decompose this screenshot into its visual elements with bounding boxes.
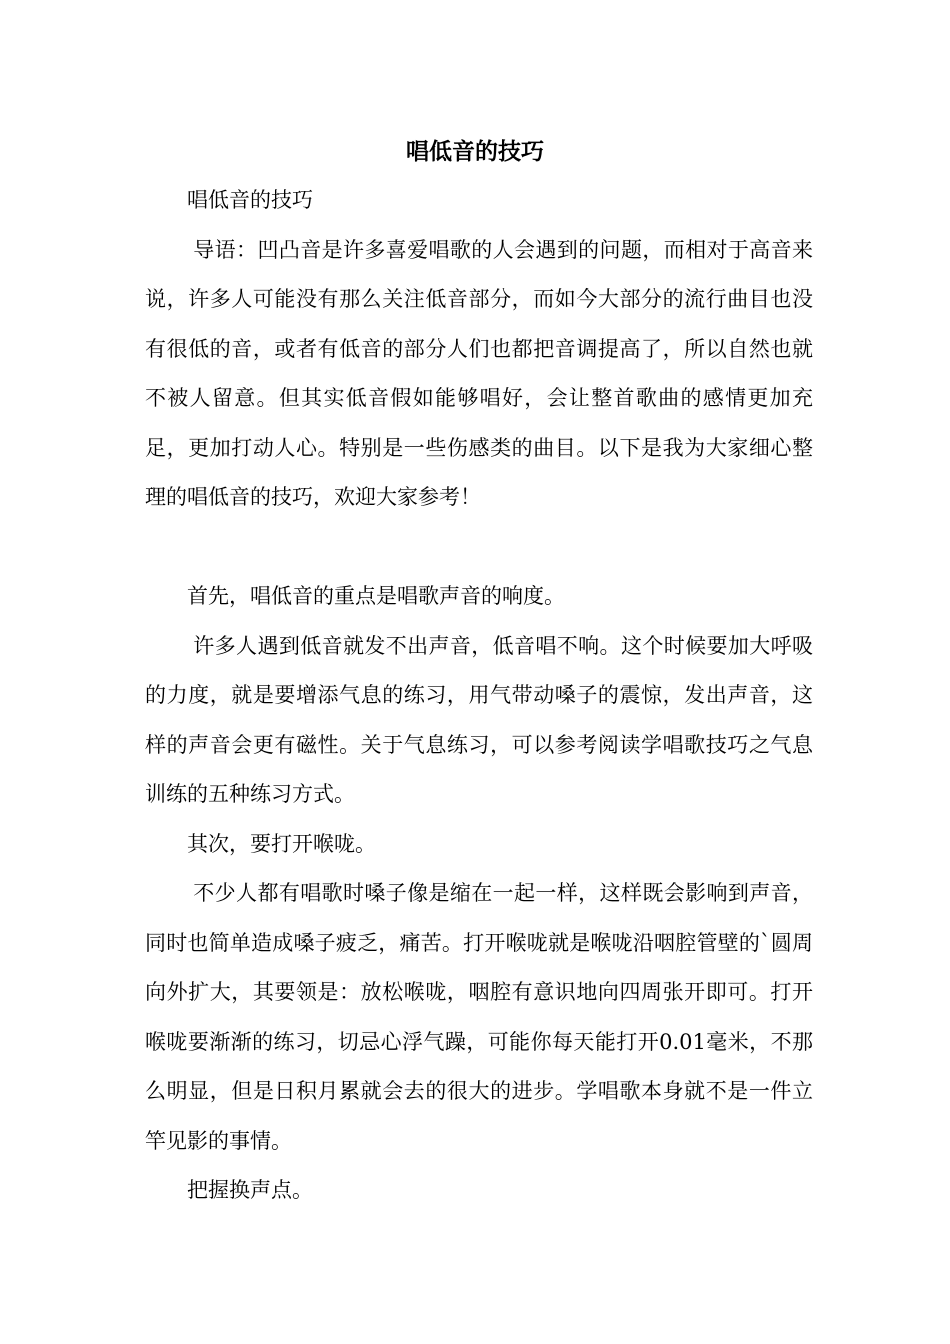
blank-line [145, 523, 813, 573]
document-title: 唱低音的技巧 [406, 138, 544, 165]
section-body-volume: 许多人遇到低音就发不出声音，低音唱不响。这个时候要加大呼吸的力度，就是要增添气息的练习，用气带动嗓子的震惊，发出声音，这样的声音会更有磁性。关于气息练习，可以参考阅读学唱歌技巧之气息训练的五种练习方式。 [145, 633, 813, 806]
section-heading-volume: 首先，唱低音的重点是唱歌声音的响度。 [187, 584, 565, 608]
intro-paragraph: 导语：凹凸音是许多喜爱唱歌的人会遇到的问题，而相对于高音来说，许多人可能没有那么关注低音部分，而如今大部分的流行曲目也没有很低的音，或者有低音的部分人们也都把音调提高了，所以自然也就不被人留意。但其实低音假如能够唱好，会让整首歌曲的感情更加充足，更加打动人心。特别是一些伤感类的曲目。以下是我为大家细心整理的唱低音的技巧，欢迎大家参考！ [145, 237, 813, 509]
section-heading-open-throat: 其次，要打开喉咙。 [187, 831, 376, 856]
document-body [145, 176, 813, 1216]
section-body-open-throat: 不少人都有唱歌时嗓子像是缩在一起一样，这样既会影响到声音，同时也简单造成嗓子疲乏，痛苦。打开喉咙就是喉咙沿咽腔管壁的`圆周向外扩大，其要领是：放松喉咙，咽腔有意识地向四周张开即可。打开喉咙要渐渐的练习，切忌心浮气躁，可能你每天能打开0.01毫米，不那么明显，但是日积月累就会去的很大的进步。学唱歌本身就不是一件立竿见影的事情。 [145, 881, 813, 1153]
document-subtitle: 唱低音的技巧 [187, 188, 313, 212]
section-heading-break-point: 把握换声点。 [187, 1178, 313, 1202]
